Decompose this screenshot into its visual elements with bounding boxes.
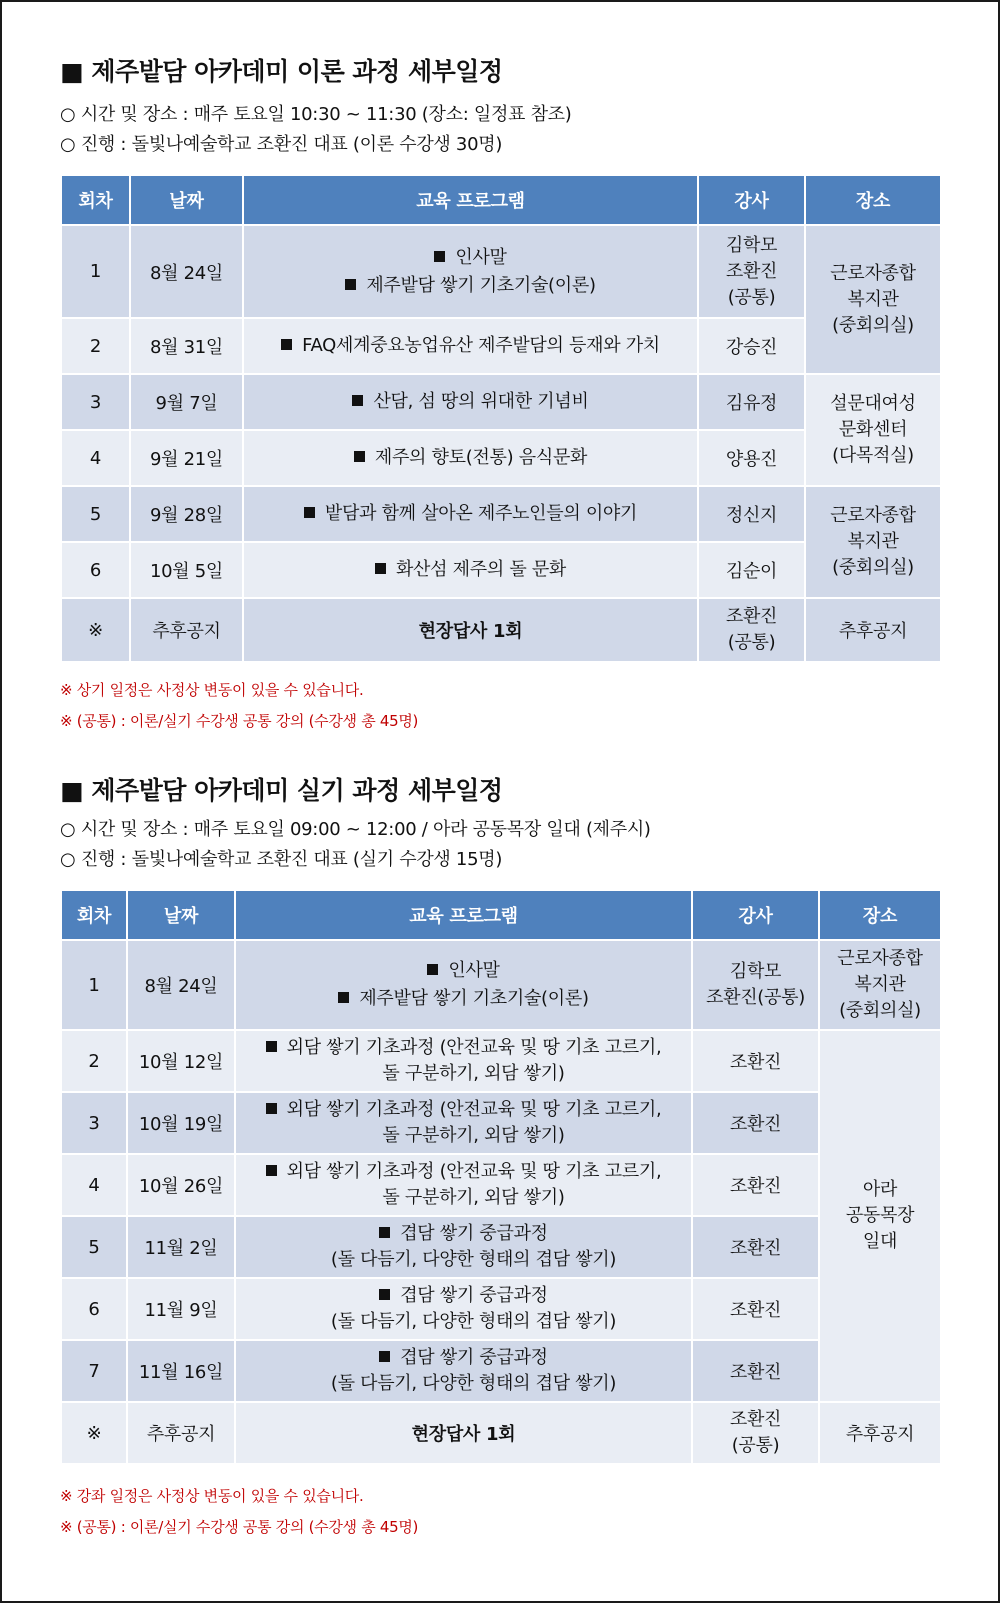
program-item: 밭담과 함께 살아온 제주노인들의 이야기 xyxy=(252,500,689,528)
square-bullet-icon xyxy=(379,1289,390,1300)
round-cell: 7 xyxy=(61,1340,127,1402)
date-cell: 10월 12일 xyxy=(127,1030,235,1092)
instructor-cell: 조환진 (공통) xyxy=(692,1402,819,1464)
program-cell xyxy=(243,486,698,542)
table-row xyxy=(61,1278,941,1340)
date-cell: 9월 28일 xyxy=(130,486,243,542)
theory-note-common: ※ (공통) : 이론/실기 수강생 공통 강의 (수강생 총 45명) xyxy=(60,712,419,730)
program-cell xyxy=(243,225,698,318)
round-cell: 6 xyxy=(61,542,130,598)
practice-time-place: ○ 시간 및 장소 : 매주 토요일 09:00 ~ 12:00 / 아라 공동목장 일대 (제주시) xyxy=(60,819,651,840)
document-body xyxy=(60,0,940,1543)
location-cell-merged: 아라 공동목장 일대 xyxy=(819,1030,941,1402)
program-cell xyxy=(243,542,698,598)
program-item: FAQ세계중요농업유산 제주밭담의 등재와 가치 xyxy=(252,332,689,360)
table-row xyxy=(61,1154,941,1216)
table-row xyxy=(61,940,941,1030)
instructor-cell: 조환진 xyxy=(692,1216,819,1278)
table-header-row xyxy=(61,890,941,940)
square-bullet-icon xyxy=(352,395,363,406)
program-item: 인사말 xyxy=(252,244,689,272)
program-item: 인사말 xyxy=(244,957,683,985)
instructor-cell: 조환진 xyxy=(692,1030,819,1092)
theory-schedule-table xyxy=(60,174,942,663)
theory-host: ○ 진행 : 돌빛나예술학교 조환진 대표 (이론 수강생 30명) xyxy=(60,134,503,155)
square-bullet-icon xyxy=(266,1103,277,1114)
round-cell: 3 xyxy=(61,1092,127,1154)
table-row xyxy=(61,1216,941,1278)
round-cell: ※ xyxy=(61,1402,127,1464)
date-cell: 11월 2일 xyxy=(127,1216,235,1278)
square-bullet-icon xyxy=(354,451,365,462)
program-item: 산담, 섬 땅의 위대한 기념비 xyxy=(252,388,689,416)
theory-note-change: ※ 상기 일정은 사정상 변동이 있을 수 있습니다. xyxy=(60,681,364,699)
table-row xyxy=(61,1402,941,1464)
practice-note-common: ※ (공통) : 이론/실기 수강생 공통 강의 (수강생 총 45명) xyxy=(60,1518,419,1536)
instructor-cell: 정신지 xyxy=(698,486,805,542)
program-cell xyxy=(235,940,692,1030)
program-cell: 겹담 쌓기 중급과정 (돌 다듬기, 다양한 형태의 겹담 쌓기) xyxy=(235,1340,692,1402)
date-cell: 10월 19일 xyxy=(127,1092,235,1154)
square-bullet-icon xyxy=(266,1041,277,1052)
program-item: 제주의 향토(전통) 음식문화 xyxy=(252,444,689,472)
instructor-cell: 조환진 xyxy=(692,1154,819,1216)
location-cell: 근로자종합 복지관 (중회의실) xyxy=(805,225,941,374)
instructor-cell: 김학모 조환진 (공통) xyxy=(698,225,805,318)
instructor-cell: 김유정 xyxy=(698,374,805,430)
header-instructor: 강사 xyxy=(698,175,805,225)
program-cell xyxy=(243,430,698,486)
program-cell: 현장답사 1회 xyxy=(235,1402,692,1464)
round-cell: 4 xyxy=(61,1154,127,1216)
round-cell: 5 xyxy=(61,1216,127,1278)
round-cell: 1 xyxy=(61,225,130,318)
instructor-cell: 양용진 xyxy=(698,430,805,486)
date-cell: 8월 24일 xyxy=(130,225,243,318)
round-cell: 4 xyxy=(61,430,130,486)
program-item: 화산섬 제주의 돌 문화 xyxy=(252,556,689,584)
program-item: 제주밭담 쌓기 기초기술(이론) xyxy=(252,272,689,300)
instructor-cell: 김순이 xyxy=(698,542,805,598)
round-cell: 2 xyxy=(61,1030,127,1092)
program-cell: 외담 쌓기 기초과정 (안전교육 및 땅 기초 고르기, 돌 구분하기, 외담 쌓기) xyxy=(235,1092,692,1154)
square-bullet-icon xyxy=(379,1227,390,1238)
instructor-cell: 조환진 xyxy=(692,1340,819,1402)
square-bullet-icon xyxy=(338,992,349,1003)
square-bullet-icon xyxy=(434,251,445,262)
date-cell: 8월 31일 xyxy=(130,318,243,374)
square-bullet-icon xyxy=(304,507,315,518)
round-cell: 6 xyxy=(61,1278,127,1340)
location-cell: 추후공지 xyxy=(805,598,941,662)
table-row xyxy=(61,486,941,542)
practice-note-change: ※ 강좌 일정은 사정상 변동이 있을 수 있습니다. xyxy=(60,1487,364,1505)
square-bullet-icon xyxy=(427,964,438,975)
program-cell: 겹담 쌓기 중급과정 (돌 다듬기, 다양한 형태의 겹담 쌓기) xyxy=(235,1278,692,1340)
date-cell: 8월 24일 xyxy=(127,940,235,1030)
round-cell: 2 xyxy=(61,318,130,374)
square-bullet-icon xyxy=(379,1351,390,1362)
theory-time-place: ○ 시간 및 장소 : 매주 토요일 10:30 ~ 11:30 (장소: 일정표 참조) xyxy=(60,104,572,125)
location-cell: 근로자종합 복지관 (중회의실) xyxy=(819,940,941,1030)
location-cell: 근로자종합 복지관 (중회의실) xyxy=(805,486,941,598)
square-bullet-icon xyxy=(281,339,292,350)
date-cell: 11월 16일 xyxy=(127,1340,235,1402)
practice-section-title: ■ 제주밭담 아카데미 실기 과정 세부일정 xyxy=(60,776,503,805)
program-cell xyxy=(243,318,698,374)
date-cell: 추후공지 xyxy=(130,598,243,662)
date-cell: 추후공지 xyxy=(127,1402,235,1464)
table-row xyxy=(61,598,941,662)
header-location: 장소 xyxy=(805,175,941,225)
program-item: 제주밭담 쌓기 기초기술(이론) xyxy=(244,985,683,1013)
square-bullet-icon xyxy=(266,1165,277,1176)
round-cell: 5 xyxy=(61,486,130,542)
instructor-cell: 강승진 xyxy=(698,318,805,374)
practice-host: ○ 진행 : 돌빛나예술학교 조환진 대표 (실기 수강생 15명) xyxy=(60,849,503,870)
practice-schedule-table xyxy=(60,889,942,1465)
program-cell: 겹담 쌓기 중급과정 (돌 다듬기, 다양한 형태의 겹담 쌓기) xyxy=(235,1216,692,1278)
instructor-cell: 김학모 조환진(공통) xyxy=(692,940,819,1030)
program-cell: 외담 쌓기 기초과정 (안전교육 및 땅 기초 고르기, 돌 구분하기, 외담 쌓기) xyxy=(235,1030,692,1092)
program-cell: 현장답사 1회 xyxy=(243,598,698,662)
program-cell xyxy=(243,374,698,430)
instructor-cell: 조환진 xyxy=(692,1278,819,1340)
theory-section-title: ■ 제주밭담 아카데미 이론 과정 세부일정 xyxy=(60,57,503,86)
table-row xyxy=(61,225,941,318)
table-header-row xyxy=(61,175,941,225)
header-location: 장소 xyxy=(819,890,941,940)
location-cell: 추후공지 xyxy=(819,1402,941,1464)
header-program: 교육 프로그램 xyxy=(235,890,692,940)
date-cell: 11월 9일 xyxy=(127,1278,235,1340)
program-cell: 외담 쌓기 기초과정 (안전교육 및 땅 기초 고르기, 돌 구분하기, 외담 쌓기) xyxy=(235,1154,692,1216)
table-row xyxy=(61,374,941,430)
table-row xyxy=(61,1340,941,1402)
header-round: 회차 xyxy=(61,890,127,940)
header-date: 날짜 xyxy=(127,890,235,940)
round-cell: 3 xyxy=(61,374,130,430)
round-cell: ※ xyxy=(61,598,130,662)
date-cell: 9월 7일 xyxy=(130,374,243,430)
square-bullet-icon xyxy=(345,279,356,290)
table-row xyxy=(61,1092,941,1154)
square-bullet-icon xyxy=(375,563,386,574)
date-cell: 10월 26일 xyxy=(127,1154,235,1216)
round-cell: 1 xyxy=(61,940,127,1030)
header-program: 교육 프로그램 xyxy=(243,175,698,225)
table-row xyxy=(61,1030,941,1092)
instructor-cell: 조환진 xyxy=(692,1092,819,1154)
header-instructor: 강사 xyxy=(692,890,819,940)
instructor-cell: 조환진 (공통) xyxy=(698,598,805,662)
header-date: 날짜 xyxy=(130,175,243,225)
header-round: 회차 xyxy=(61,175,130,225)
location-cell: 설문대여성 문화센터 (다목적실) xyxy=(805,374,941,486)
date-cell: 10월 5일 xyxy=(130,542,243,598)
date-cell: 9월 21일 xyxy=(130,430,243,486)
